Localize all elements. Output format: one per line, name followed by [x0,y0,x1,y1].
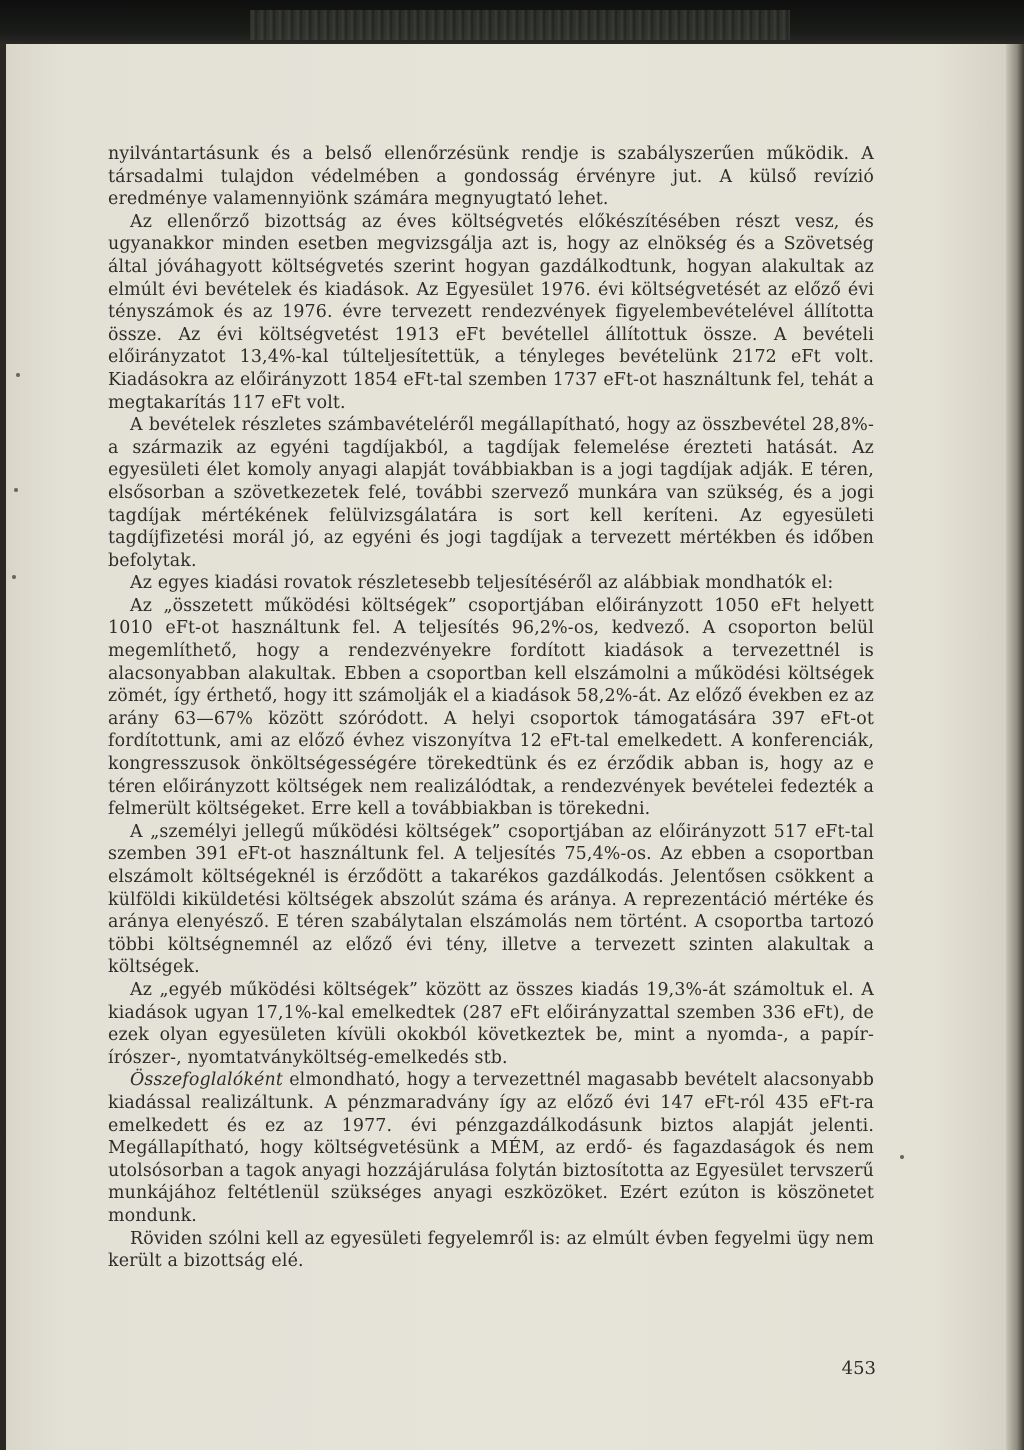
paragraph: nyilvántartásunk és a belső ellenőrzésünk rendje is szabályszerűen működik. A társadalmi tulajdon védelmében a gondosság érvényre jut. A külső revízió eredménye valamennyiönk számára megnyugtató lehet. [108,144,874,210]
paragraph: Az „összetett működési költségek” csoportjában előirányzott 1050 eFt helyett 1010 eFt-ot használtunk fel. A teljesítés 96,2%-os, kedvező. A csoporton belül megemlíthető, hogy a rendezvényekre fordított kiadások a tervezettnél is alacsonyabban alakultak. Ebben a csoportban kell elszámolni a működési költségek zömét, így érthető, hogy itt számolják el a kiadások 58,2%-át. Az előző években ez az arány 63—67% között szóródott. A helyi csoportok támogatására 397 eFt-ot fordítottunk, ami az előző évhez viszonyítva 12 eFt-tal emelkedett. A konferenciák, kongresszusok önköltségességére törekedtünk és ez érződik abban is, hogy az e téren előirányzott költségek nem realizálódtak, a rendezvények bevételei fedezték a felmerült költségeket. Erre kell a továbbiakban is törekedni. [108,595,874,820]
paragraph: A bevételek részletes számbavételéről megállapítható, hogy az összbevétel 28,8%-a származik az egyéni tagdíjakból, a tagdíjak felemelése érezteti hatását. Az egyesületi élet komoly anyagi alapját továbbiakban is a jogi tagdíjak adják. E téren, elsősorban a szövetkezetek felé, további szervező munkára van szükség, és a jogi tagdíjak mértékének felülvizsgálatára is sort kell keríteni. Az egyesületi tagdíjfizetési morál jó, az egyéni és jogi tagdíjak a tervezett mértékben és időben befolytak. [108,415,874,571]
paragraph: Röviden szólni kell az egyesületi fegyelemről is: az elmúlt évben fegyelmi ügy nem került a bizottság elé. [108,1228,874,1272]
page-number: 453 [841,1358,876,1379]
summary-lead: Összefoglalóként [130,1070,283,1091]
paragraph: Az ellenőrző bizottság az éves költségvetés előkészítésében részt vesz, és ugyanakkor minden esetben megvizsgálja azt is, hogy az elnökség és a Szövetség által jóváhagyott költségvetés szerint hogyan gazdálkodtunk, hogyan alakultak az elmúlt évi bevételek és kiadások. Az Egyesület 1976. évi költségvetését az előző évi tényszámok és az 1976. évre tervezett rendezvények figyelembevételével állította össze. Az évi költségvetést 1913 eFt bevétellel állítottuk össze. A bevételi előirányzatot 13,4%-kal túlteljesítettük, a tényleges bevételünk 2172 eFt volt. Kiadásokra az előirányzott 1854 eFt-tal szemben 1737 eFt-ot használtunk fel, tehát a megtakarítás 117 eFt volt. [108,211,874,413]
margin-mark [14,488,18,492]
summary-paragraph [108,1069,874,1227]
paragraph: A „személyi jellegű működési költségek” csoportjában az előirányzott 517 eFt-tal szemben 391 eFt-ot használtunk fel. A teljesítés 75,4%-os. Az ebben a csoportban elszámolt költségeknél is érződött a takarékos gazdálkodás. Jelentősen csökkent a külföldi kiküldetési költségek abszolút száma és aránya. A reprezentáció mértéke és aránya elenyésző. E téren szabálytalan elszámolás nem történt. A csoportba tartozó többi költségnemnél az előző évi tény, illetve a tervezett szinten alakultak a költségek. [108,821,874,978]
body-text [108,143,874,1273]
book-binding-edge [250,10,790,40]
margin-mark [12,575,16,579]
scan-top-edge [0,0,1024,46]
page-edge-shadow [1006,44,1024,1450]
paragraph: Az egyes kiadási rovatok részletesebb teljesítéséről az alábbiak mondhatók el: [130,573,834,594]
paragraph: Az „egyéb működési költségek” között az összes kiadás 19,3%-át számoltuk el. A kiadások ugyan 17,1%-kal emelkedtek (287 eFt előirányzattal szemben 336 eFt), de ezek olyan egyesületen kívüli okokból következtek be, mint a nyomda-, a papír-írószer-, nyomtatványköltség-emelkedés stb. [108,979,874,1068]
margin-mark [16,373,20,377]
summary-text: elmondható, hogy a tervezettnél magasabb bevételt alacsonyabb kiadással realizáltunk. A pénzmaradvány így az előző évi 147 eFt-ról 435 eFt-ra emelkedett és ez az 1977. évi pénzgazdálkodásunk biztos alapját jelenti. Megállapítható, hogy költségvetésünk a MÉM, az erdő- és fagazdaságok és nem utolsósorban a tagok anyagi hozzájárulása folytán biztosította az Egyesület tervszerű munkájához feltétlenül szükséges anyagi eszközöket. Ezért ezúton is köszönetet mondunk. [108,1070,874,1226]
margin-mark [900,1155,904,1159]
